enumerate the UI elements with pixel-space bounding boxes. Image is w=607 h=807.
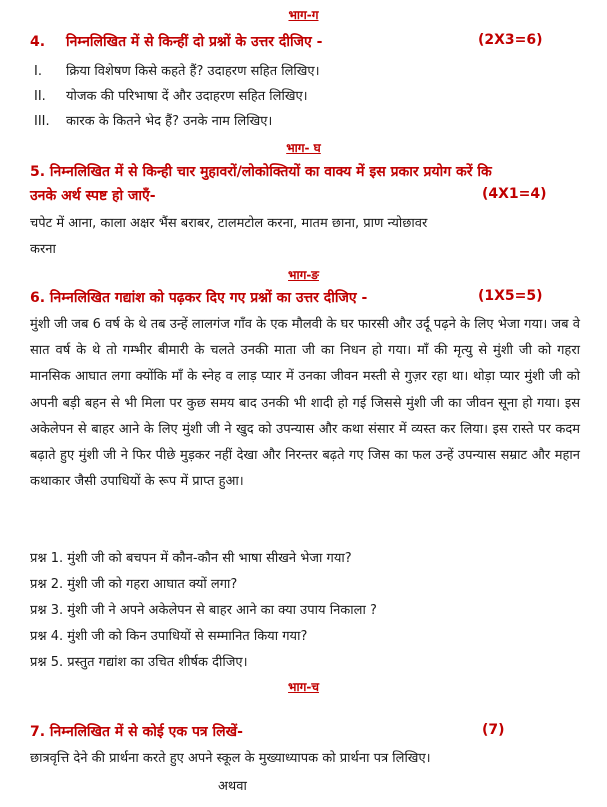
item-number: I. <box>34 64 42 79</box>
question-5-idioms-cont: करना <box>30 242 56 257</box>
question-7-or: अथवा <box>218 779 247 794</box>
section-heading-ga: भाग-ग <box>288 8 319 22</box>
question-4-item-3 <box>34 111 272 129</box>
question-6-sub-4: प्रश्न 4. मुंशी जी को किन उपाधियों से सम्मानित किया गया? <box>30 629 308 644</box>
question-4-heading <box>30 32 322 51</box>
section-heading-nga: भाग-ङ <box>288 268 319 282</box>
question-6-passage: मुंशी जी जब 6 वर्ष के थे तब उन्हें लालगंज गाँव के एक मौलवी के घर फारसी और उर्दू पढ़ने के लिए भेजा गया। जब वे सात वर्ष के थे तो गम्भीर बीमारी के चलते उनकी माता जी का निधन हो गया। माँ की मृत्यु से मुंशी जी को गहरा मानसिक आघात लगा क्योंकि माँ के स्नेह व लाड़ प्यार में उनका जीवन मस्ती से गुज़र रहा था। थोड़ा प्यार मुंशी जी को अपनी बड़ी बहन से भी मिला पर कुछ समय बाद उनकी भी शादी हो गई जिससे मुंशी जी का जीवन सूना हो गया। इस अकेलेपन से बाहर आने के लिए मुंशी जी ने खुद को उपन्यास और कथा संसार में व्यस्त कर लिया। इस रास्ते पर कदम बढ़ाते हुए मुंशी जी ने फिर पीछे मुड़कर नहीं देखा और निरन्तर बढ़ते गए जिस का फल उन्हें उपन्यास सम्राट और महान कथाकार जैसी उपाधियों के रूप में प्राप्त हुआ। <box>30 317 580 490</box>
question-6-sub-5: प्रश्न 5. प्रस्तुत गद्यांश का उचित शीर्षक दीजिए। <box>30 655 248 670</box>
section-heading-gha: भाग- घ <box>286 141 321 155</box>
question-4-marks: (2X3=6) <box>478 32 543 48</box>
item-text: क्रिया विशेषण किसे कहते हैं? उदाहरण सहित लिखिए। <box>66 64 320 79</box>
item-number: III. <box>34 114 50 129</box>
item-text: कारक के कितने भेद हैं? उनके नाम लिखिए। <box>66 114 273 129</box>
question-6-heading: 6. निम्नलिखित गद्यांश को पढ़कर दिए गए प्रश्नों का उत्तर दीजिए - <box>30 290 368 306</box>
question-7-heading: 7. निम्नलिखित में से कोई एक पत्र लिखें- <box>30 724 243 740</box>
question-4-text: निम्नलिखित में से किन्हीं दो प्रश्नों के उत्तर दीजिए - <box>66 34 323 50</box>
question-7-marks: (7) <box>482 722 505 738</box>
question-6-sub-1: प्रश्न 1. मुंशी जी को बचपन में कौन-कौन सी भाषा सीखने भेजा गया? <box>30 551 352 566</box>
item-number: II. <box>34 89 46 104</box>
section-heading-cha: भाग-च <box>288 680 319 694</box>
item-text: योजक की परिभाषा दें और उदाहरण सहित लिखिए। <box>66 89 308 104</box>
question-7-letter-prompt: छात्रवृत्ति देने की प्रार्थना करते हुए अपने स्कूल के मुख्याध्यापक को प्रार्थना पत्र लिखिए। <box>30 751 431 766</box>
question-4-number: 4. <box>30 34 46 50</box>
question-5-heading-line1: 5. निम्नलिखित में से किन्ही चार मुहावरों/लोकोक्तियों का वाक्य में इस प्रकार प्रयोग करें कि <box>30 164 492 180</box>
question-4-item-2 <box>34 86 308 104</box>
question-6-sub-3: प्रश्न 3. मुंशी जी ने अपने अकेलेपन से बाहर आने का क्या उपाय निकाला ? <box>30 603 377 618</box>
question-5-heading-line2: उनके अर्थ स्पष्ट हो जाएँ- <box>30 188 156 204</box>
question-6-sub-2: प्रश्न 2. मुंशी जी को गहरा आघात क्यों लगा? <box>30 577 238 592</box>
question-6-marks: (1X5=5) <box>478 288 543 304</box>
question-5-marks: (4X1=4) <box>482 186 547 202</box>
question-4-item-1 <box>34 61 320 79</box>
question-5-idioms: चपेट में आना, काला अक्षर भैंस बराबर, टालमटोल करना, मातम छाना, प्राण न्योछावर <box>30 216 428 231</box>
